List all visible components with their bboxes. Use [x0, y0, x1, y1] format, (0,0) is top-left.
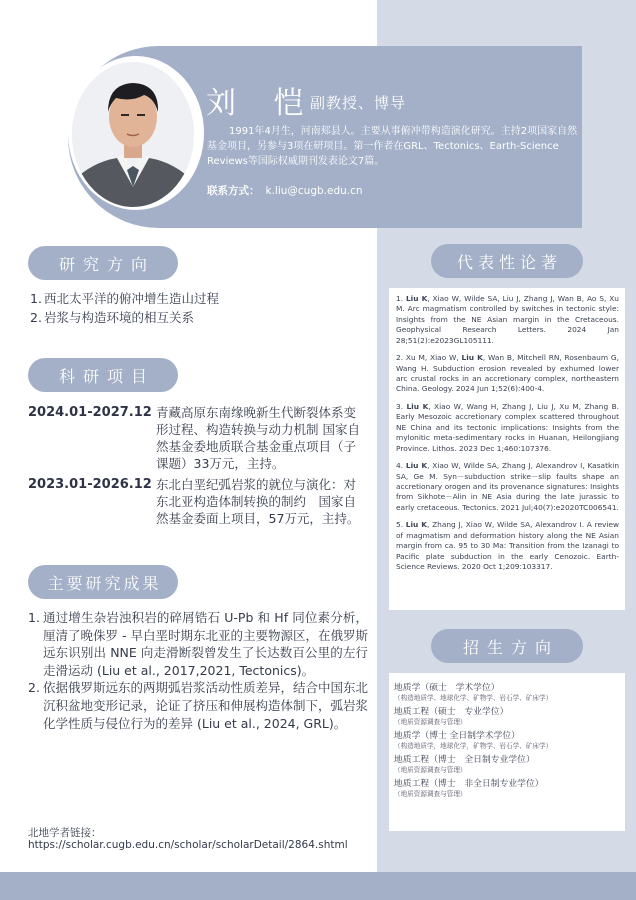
paper-item: 4. Liu K, Xiao W, Wilde SA, Zhang J, Alexandrov I, Kasatkin SA, Ge M. Syn－subduction strike－slip faults shape an accretionary orogen and its provenance signatures: Insights from Sikhote－Alin in NE Asia during the late jurassic to early cretaceous. Tectonics. 2021 Jul;40(7):e2020TC006541.: [396, 461, 620, 512]
scholar-link[interactable]: https://scholar.cugb.edu.cn/scholar/scholarDetail/2864.shtml: [28, 839, 348, 851]
paper-item: 2. Xu M, Xiao W, Liu K, Wan B, Mitchell RN, Rosenbaum G, Wang H. Subduction erosion revealed by exhumed lower arc crustal rocks in an accretionary complex, northeastern China. Geology. 2024 Jun 1;52(6):400-4.: [396, 353, 619, 394]
admissions-list: [394, 682, 622, 802]
contact-email[interactable]: k.liu@cugb.edu.cn: [265, 185, 363, 197]
project-description: 青藏高原东南缘晚新生代断裂体系变形过程、构造转换与动力机制 国家自然基金委地质联合基金重点项目（子课题）33万元，主持。: [156, 405, 360, 471]
projects-heading: 科研项目: [28, 358, 178, 392]
avatar: [72, 62, 194, 207]
admission-item: 地质工程（博士 全日制专业学位） （地质资源调查与管理）: [394, 755, 535, 774]
contact-label: 联系方式：: [207, 185, 260, 197]
admission-item: 地质工程（博士 非全日制专业学位） （地质资源调查与管理）: [394, 779, 544, 798]
list-item: 2. 岩浆与构造环境的相互关系: [30, 310, 195, 325]
portrait-photo: [72, 62, 194, 207]
paper-item: 1. Liu K, Xiao W, Wilde SA, Liu J, Zhang J, Wan B, Ao S, Xu M. Arc magmatism controlled by switches in tectonic style: Insights from the NE Asian margin in the Cretaceous. Geophysical Research Letters. 2024 Jan 28;51(2):e2023GL105111.: [396, 294, 619, 345]
project-item: [28, 404, 368, 472]
papers-heading: 代表性论著: [431, 244, 583, 278]
project-description: 东北白垩纪弧岩浆的就位与演化：对东北亚构造体制转换的制约 国家自然基金委面上项目，57万元，主持。: [156, 477, 360, 526]
contact-line: [207, 183, 363, 198]
research-list: [30, 289, 370, 327]
scholar-link-label: 北地学者链接：: [28, 827, 102, 839]
research-heading: 研究方向: [28, 246, 178, 280]
paper-item: 3. Liu K, Xiao W, Wang H, Zhang J, Liu J, Xu M, Zhang B. Early Mesozoic accretionary complex scattered throughout NE China and its tectonic implications: Insights from the mylonitic meta-sedimentary rocks in Huanan, Heilongjiang Province. Lithos. 2023 Dec 1;460:107376.: [396, 402, 619, 453]
admission-item: 地质学（博士 全日制学术学位） （构造地质学，地球化学，矿物学、岩石学、矿床学）: [394, 731, 553, 750]
academic-title: 副教授、博导: [310, 94, 407, 112]
achievements-list: [28, 609, 368, 732]
list-item: 1. 通过增生杂岩浊积岩的碎屑锆石 U-Pb 和 Hf 同位素分析，厘清了晚侏罗 - 早白垩时期东北亚的主要物源区，在俄罗斯远东识别出 NNE 向走滑断裂曾发生了长达数百公里的左行走滑运动 (Liu et al., 2017,2021, Tectonics)。: [28, 610, 368, 678]
admission-item: 地质学（硕士 学术学位） （构造地质学、地球化学、矿物学、岩石学、矿床学）: [394, 683, 553, 702]
project-dates: 2023.01-2026.12: [28, 477, 152, 492]
achievements-heading: 主要研究成果: [28, 565, 178, 599]
paper-item: 5. Liu K, Zhang J, Xiao W, Wilde SA, Alexandrov I. A review of magmatism and deformation history along the NE Asian margin from ca. 95 to 30 Ma: Transition from the Izanagi to Pacific plate subduction in the early Cenozoic. Earth-Science Reviews. 2020 Oct 1;209:103317.: [396, 520, 620, 572]
bottom-bar: [0, 872, 636, 900]
admission-item: 地质工程（硕士 专业学位） （地质资源调查与管理）: [394, 707, 509, 726]
project-item: [28, 476, 368, 527]
biography: 1991年4月生，河南郏县人。主要从事俯冲带构造演化研究。主持2项国家自然基金项目，另参与3项在研项目。第一作者在GRL、Tectonics、Earth-Science Reviews等国际权威期刊发表论文7篇。: [207, 126, 578, 167]
project-dates: 2024.01-2027.12: [28, 405, 152, 420]
admissions-heading: 招生方向: [431, 629, 583, 663]
person-name: 刘 恺: [206, 86, 318, 121]
list-item: 1. 西北太平洋的俯冲增生造山过程: [30, 291, 220, 306]
papers-list: [396, 294, 619, 580]
list-item: 2. 依据俄罗斯远东的两期弧岩浆活动性质差异，结合中国东北沉积盆地变形记录，论证了挤压和伸展构造体制下，弧岩浆化学性质与侵位行为的差异 (Liu et al., 2024, GRL)。: [28, 680, 369, 731]
